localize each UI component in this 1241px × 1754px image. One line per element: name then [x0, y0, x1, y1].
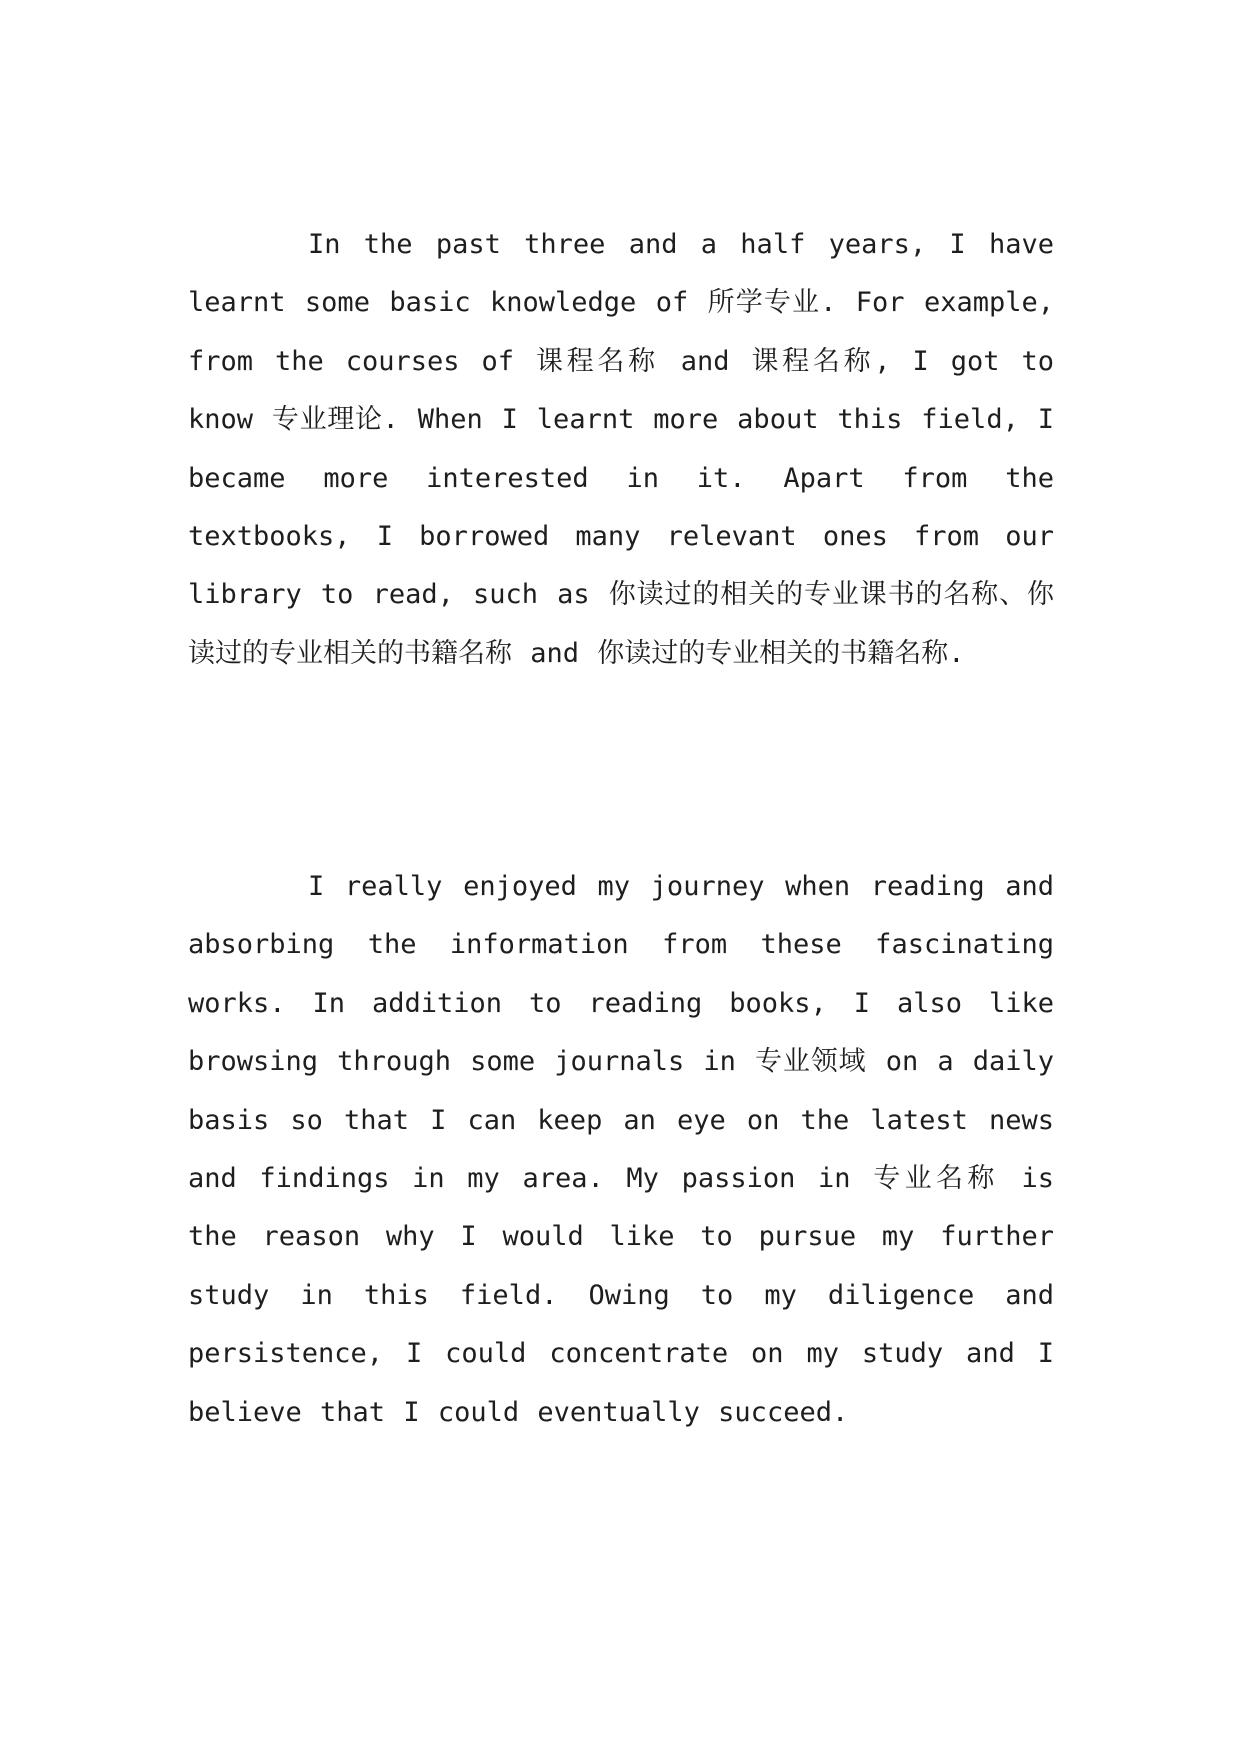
paragraph-study-passion: I really enjoyed my journey when reading and absorbing the information from these fascinating works. In addition to reading books, I also like browsing through some journals in 专业领域 on a daily basis so that I can keep an eye on the latest news and findings in my area. My passion in 专业名称 is the reason why I would like to pursue my further study in this field. Owing to my diligence and persistence, I could concentrate on my study and I believe that I could eventually succeed.: [188, 871, 1054, 1428]
paragraph-academic-background: In the past three and a half years, I have learnt some basic knowledge of 所学专业. For example, from the courses of 课程名称 and 课程名称, I got to know 专业理论. When I learnt more about this field, I became more interested in it. Apart from the textbooks, I borrowed many relevant ones from our library to read, such as 你读过的相关的专业课书的名称、你读过的专业相关的书籍名称 and 你读过的专业相关的书籍名称.: [188, 229, 1054, 669]
